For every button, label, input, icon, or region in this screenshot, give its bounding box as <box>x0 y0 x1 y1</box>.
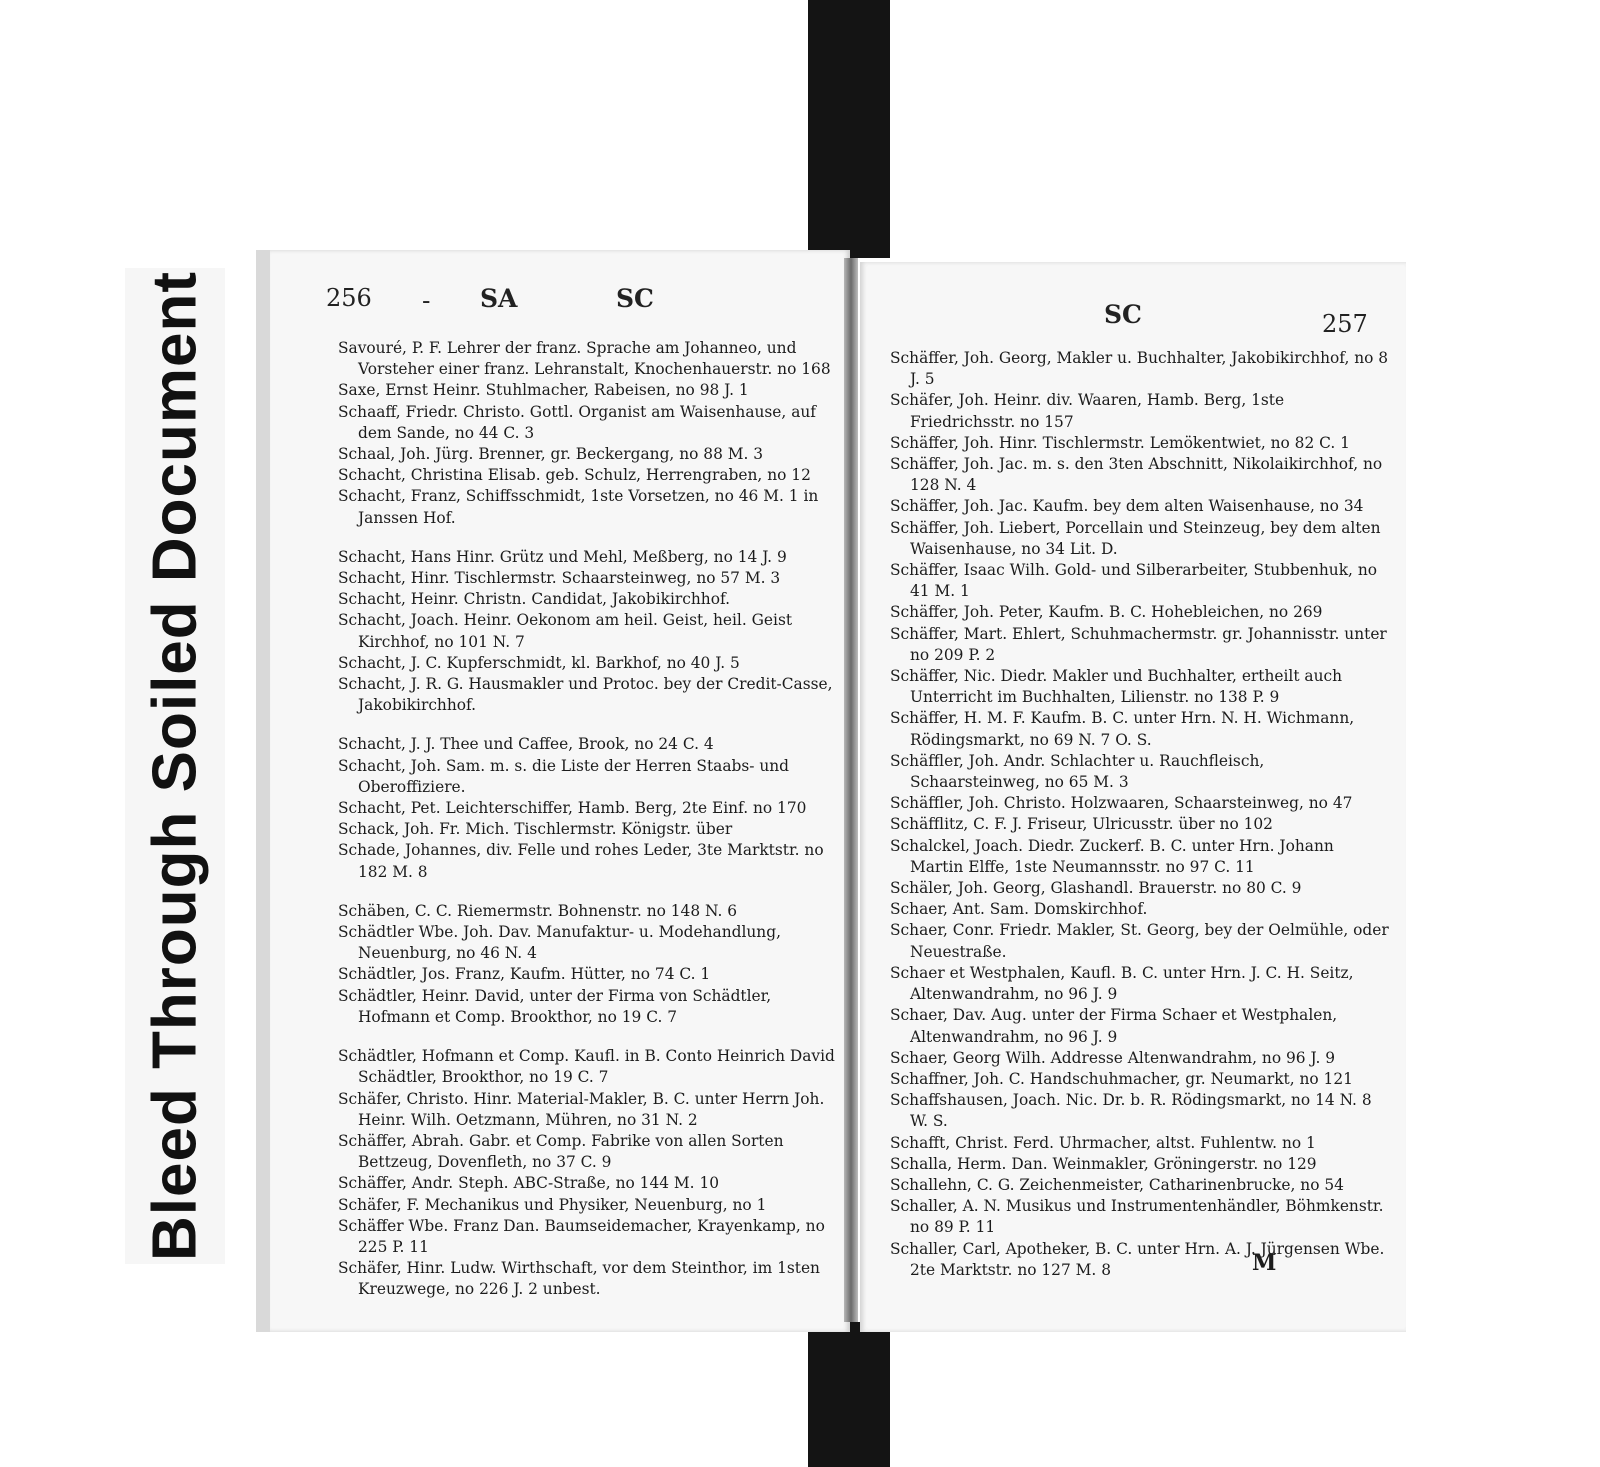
directory-entry: Savouré, P. F. Lehrer der franz. Sprache am Johanneo, und Vorsteher einer franz. Lehranstalt, Knochenhauerstr. no 168 <box>338 339 831 379</box>
directory-entry: Schacht, J. C. Kupferschmidt, kl. Barkhof, no 40 J. 5 <box>338 653 740 672</box>
directory-entry: Schaller, Carl, Apotheker, B. C. unter Hrn. A. J. Jürgensen Wbe. 2te Marktstr. no 127 M. 8 <box>890 1239 1385 1279</box>
directory-entry: Schäffer Wbe. Franz Dan. Baumseidemacher, Krayenkamp, no 225 P. 11 <box>338 1216 825 1256</box>
side-label-text: Bleed Through Soiled Document <box>140 270 210 1262</box>
directory-entry: Schacht, Heinr. Christn. Candidat, Jakobikirchhof. <box>338 590 731 609</box>
directory-entry: Saxe, Ernst Heinr. Stuhlmacher, Rabeisen, no 98 J. 1 <box>338 381 749 400</box>
directory-entry: Schaller, A. N. Musikus und Instrumentenhändler, Böhmkenstr. no 89 P. 11 <box>890 1197 1384 1237</box>
directory-entry: Schäfflitz, C. F. J. Friseur, Ulricusstr. über no 102 <box>890 815 1273 834</box>
directory-entry: Schäffer, Mart. Ehlert, Schuhmachermstr. gr. Johannisstr. unter no 209 P. 2 <box>890 624 1387 664</box>
directory-entry: Schacht, Joach. Heinr. Oekonom am heil. Geist, heil. Geist Kirchhof, no 101 N. 7 <box>338 611 793 651</box>
directory-entry: Schafft, Christ. Ferd. Uhrmacher, altst. Fuhlentw. no 1 <box>890 1133 1316 1152</box>
directory-entry: Schack, Joh. Fr. Mich. Tischlermstr. Königstr. über <box>338 820 733 839</box>
left-entry-list <box>338 338 846 1301</box>
directory-entry: Schäffer, Joh. Hinr. Tischlermstr. Lemökentwiet, no 82 C. 1 <box>890 433 1350 452</box>
directory-entry: Schäffer, Joh. Georg, Makler u. Buchhalter, Jakobikirchhof, no 8 J. 5 <box>890 349 1389 389</box>
directory-entry: Schacht, Franz, Schiffsschmidt, 1ste Vorsetzen, no 46 M. 1 in Janssen Hof. <box>338 487 819 527</box>
directory-entry: Schäffer, Joh. Peter, Kaufm. B. C. Hohebleichen, no 269 <box>890 603 1323 622</box>
side-label-strip <box>125 268 225 1264</box>
directory-entry: Schäben, C. C. Riemermstr. Bohnenstr. no 148 N. 6 <box>338 901 738 920</box>
directory-entry: Schäffer, Isaac Wilh. Gold- und Silberarbeiter, Stubbenhuk, no 41 M. 1 <box>890 561 1378 601</box>
directory-entry: Schaer et Westphalen, Kaufl. B. C. unter Hrn. J. C. H. Seitz, Altenwandrahm, no 96 J. 9 <box>890 963 1354 1004</box>
directory-entry: Schacht, Joh. Sam. m. s. die Liste der Herren Staabs- und Oberoffiziere. <box>338 756 790 796</box>
header-dash: - <box>422 286 431 315</box>
signature-mark: M <box>1252 1250 1277 1276</box>
page-number-right: 257 <box>1322 310 1368 338</box>
directory-entry: Schäffer, Andr. Steph. ABC-Straße, no 144 M. 10 <box>338 1174 720 1193</box>
directory-entry: Schäffer, H. M. F. Kaufm. B. C. unter Hrn. N. H. Wichmann, Rödingsmarkt, no 69 N. 7 O. S. <box>890 709 1355 749</box>
directory-entry: Schaffshausen, Joach. Nic. Dr. b. R. Rödingsmarkt, no 14 N. 8 W. S. <box>890 1091 1372 1131</box>
directory-entry: Schalckel, Joach. Diedr. Zuckerf. B. C. unter Hrn. Johann Martin Elffe, 1ste Neumannsstr. no 97 C. 11 <box>890 836 1334 876</box>
running-head-sc-right: SC <box>1104 300 1142 329</box>
spine-clamp-top <box>808 0 890 258</box>
page-number-left: 256 <box>326 284 372 312</box>
spine-clamp-bottom <box>808 1322 890 1467</box>
directory-entry: Schacht, Pet. Leichterschiffer, Hamb. Berg, 2te Einf. no 170 <box>338 799 807 818</box>
directory-entry: Schaffner, Joh. C. Handschuhmacher, gr. Neumarkt, no 121 <box>890 1069 1353 1088</box>
directory-entry: Schacht, Hinr. Tischlermstr. Schaarsteinweg, no 57 M. 3 <box>338 569 781 588</box>
directory-entry: Schädtler, Heinr. David, unter der Firma von Schädtler, Hofmann et Comp. Brookthor, no 19 C. 7 <box>338 986 772 1026</box>
directory-entry: Schädtler, Hofmann et Comp. Kaufl. in B. Conto Heinrich David Schädtler, Brookthor, no 19 C. 7 <box>338 1047 835 1087</box>
directory-entry: Schaer, Georg Wilh. Addresse Altenwandrahm, no 96 J. 9 <box>890 1048 1336 1067</box>
directory-entry: Schäffer, Joh. Jac. Kaufm. bey dem alten Waisenhause, no 34 <box>890 497 1364 516</box>
directory-entry: Schäler, Joh. Georg, Glashandl. Brauerstr. no 80 C. 9 <box>890 879 1302 898</box>
directory-entry: Schäfer, Christo. Hinr. Material-Makler, B. C. unter Herrn Joh. Heinr. Wilh. Oetzmann, Mühren, no 31 N. 2 <box>338 1089 825 1129</box>
left-page <box>256 250 850 1332</box>
directory-entry: Schacht, Hans Hinr. Grütz und Mehl, Meßberg, no 14 J. 9 <box>338 547 787 566</box>
book-gutter <box>844 258 858 1322</box>
directory-entry: Schallehn, C. G. Zeichenmeister, Catharinenbrucke, no 54 <box>890 1175 1344 1194</box>
directory-entry: Schacht, J. R. G. Hausmakler und Protoc. bey der Credit-Casse, Jakobikirchhof. <box>338 675 833 715</box>
directory-entry: Schalla, Herm. Dan. Weinmakler, Gröningerstr. no 129 <box>890 1154 1317 1173</box>
directory-entry: Schädtler, Jos. Franz, Kaufm. Hütter, no 74 C. 1 <box>338 965 711 984</box>
directory-entry: Schäffer, Abrah. Gabr. et Comp. Fabrike von allen Sorten Bettzeug, Dovenfleth, no 37 C. 9 <box>338 1131 784 1172</box>
directory-entry: Schäfer, Joh. Heinr. div. Waaren, Hamb. Berg, 1ste Friedrichsstr. no 157 <box>890 391 1285 431</box>
directory-entry: Schäffer, Nic. Diedr. Makler und Buchhalter, ertheilt auch Unterricht im Buchhalten, Lilienstr. no 138 P. 9 <box>890 667 1343 707</box>
directory-entry: Schäffer, Joh. Jac. m. s. den 3ten Abschnitt, Nikolaikirchhof, no 128 N. 4 <box>890 455 1383 495</box>
running-head-sc: SC <box>616 284 654 313</box>
directory-entry: Schaer, Conr. Friedr. Makler, St. Georg, bey der Oelmühle, oder Neuestraße. <box>890 921 1389 961</box>
running-head-sa: SA <box>480 284 518 313</box>
directory-entry: Schaer, Ant. Sam. Domskirchhof. <box>890 900 1148 919</box>
directory-entry: Schäfer, F. Mechanikus und Physiker, Neuenburg, no 1 <box>338 1195 767 1214</box>
directory-entry: Schaer, Dav. Aug. unter der Firma Schaer et Westphalen, Altenwandrahm, no 96 J. 9 <box>890 1006 1338 1046</box>
directory-entry: Schäffler, Joh. Andr. Schlachter u. Rauchfleisch, Schaarsteinweg, no 65 M. 3 <box>890 751 1265 792</box>
directory-entry: Schacht, J. J. Thee und Caffee, Brook, no 24 C. 4 <box>338 735 714 754</box>
directory-entry: Schacht, Christina Elisab. geb. Schulz, Herrengraben, no 12 <box>338 466 811 485</box>
right-entry-list <box>890 348 1390 1281</box>
directory-entry: Schäffler, Joh. Christo. Holzwaaren, Schaarsteinweg, no 47 <box>890 794 1353 813</box>
directory-entry: Schaal, Joh. Jürg. Brenner, gr. Beckergang, no 88 M. 3 <box>338 445 764 464</box>
directory-entry: Schade, Johannes, div. Felle und rohes Leder, 3te Marktstr. no 182 M. 8 <box>338 841 824 881</box>
right-page <box>860 262 1406 1332</box>
directory-entry: Schäfer, Hinr. Ludw. Wirthschaft, vor dem Steinthor, im 1sten Kreuzwege, no 226 J. 2 unbest. <box>338 1259 820 1299</box>
directory-entry: Schädtler Wbe. Joh. Dav. Manufaktur- u. Modehandlung, Neuenburg, no 46 N. 4 <box>338 923 781 963</box>
directory-entry: Schäffer, Joh. Liebert, Porcellain und Steinzeug, bey dem alten Waisenhause, no 34 Lit. D. <box>890 518 1381 558</box>
directory-entry: Schaaff, Friedr. Christo. Gottl. Organist am Waisenhause, auf dem Sande, no 44 C. 3 <box>338 402 816 442</box>
